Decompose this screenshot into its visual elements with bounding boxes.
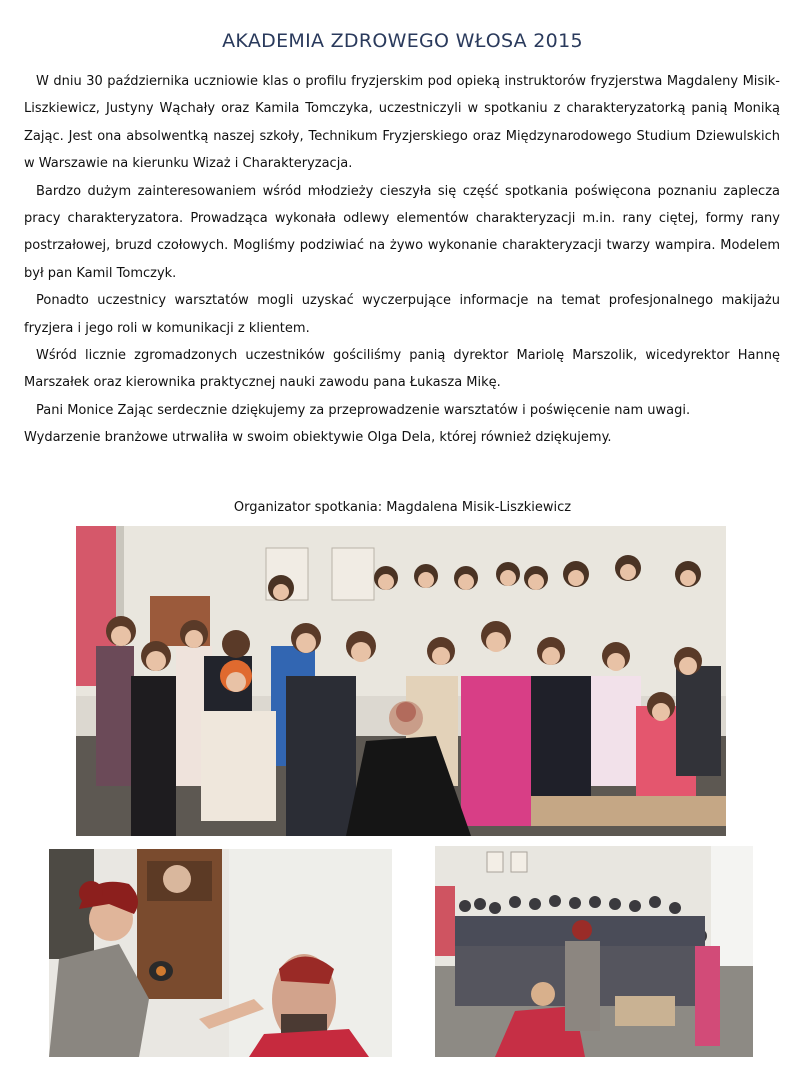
photo-caption: Organizator spotkania: Magdalena Misik-Liszkiewicz: [233, 500, 572, 515]
workshop-room-photo: [435, 846, 753, 1057]
page-title: AKADEMIA ZDROWEGO WŁOSA 2015: [222, 30, 583, 52]
paragraph-6: Wydarzenie branżowe utrwaliła w swoim obiektywie Olga Dela, której również dziękujemy.: [24, 430, 612, 446]
makeup-demo-photo: [49, 849, 392, 1057]
group-photo: [76, 526, 726, 836]
paragraph-2: Bardzo dużym zainteresowaniem wśród młodzieży cieszyła się część spotkania poświęcona poznaniu zaplecza pracy charakteryzatora. Prowadząca wykonała odlewy elementów charakteryzacji m.in. rany ciętej, formy rany postrzałowej, bruzd czołowych. Mogliśmy podziwiać na żywo wykonanie charakteryzacji twarzy wampira. Modelem był pan Kamil Tomczyk.: [24, 183, 780, 281]
paragraph-3: Ponadto uczestnicy warsztatów mogli uzyskać wyczerpujące informacje na temat profesjonalnego makijażu fryzjera i jego roli w komunikacji z klientem.: [24, 293, 780, 336]
paragraph-5: Pani Monice Zając serdecznie dziękujemy za przeprowadzenie warsztatów i poświęcenie nam uwagi.: [36, 402, 691, 418]
paragraph-1: W dniu 30 października uczniowie klas o profilu fryzjerskim pod opieką instruktorów fryzjerstwa Magdaleny Misik-Liszkiewicz, Justyny Wąchały oraz Kamila Tomczyka, uczestniczyli w spotkaniu z charakteryzatorką panią Moniką Zając. Jest ona absolwentką naszej szkoły, Technikum Fryzjerskiego oraz Międzynarodowego Studium Dziewulskich w Warszawie na kierunku Wizaż i Charakteryzacja.: [24, 74, 780, 172]
paragraph-4: Wśród licznie zgromadzonych uczestników gościliśmy panią dyrektor Mariolę Marszolik, wicedyrektor Hannę Marszałek oraz kierownika praktycznej nauki zawodu pana Łukasza Mikę.: [24, 348, 780, 391]
article-body: [24, 68, 780, 452]
